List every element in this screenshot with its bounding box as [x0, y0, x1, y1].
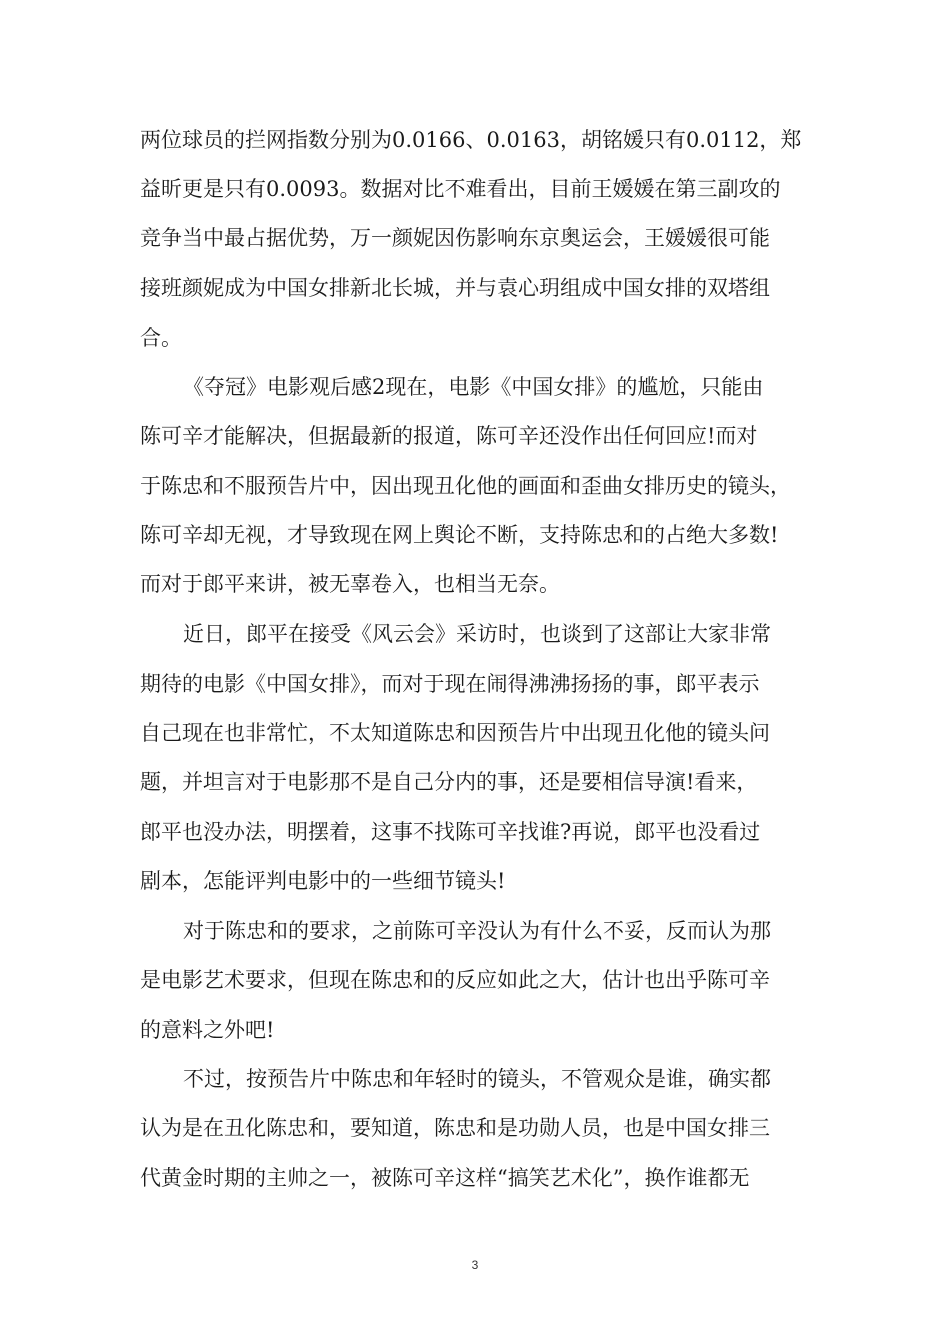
text-line: 剧本，怎能评判电影中的一些细节镜头! — [140, 869, 506, 893]
text-line: 近日，郎平在接受《风云会》采访时，也谈到了这部让大家非常 — [183, 622, 771, 646]
text-line: 是电影艺术要求，但现在陈忠和的反应如此之大，估计也出乎陈可辛 — [140, 968, 770, 992]
text-line: 期待的电影《中国女排》，而对于现在闹得沸沸扬扬的事，郎平表示 — [140, 672, 760, 696]
text-line: 代黄金时期的主帅之一，被陈可辛这样“搞笑艺术化”，换作谁都无 — [140, 1166, 750, 1190]
text-line: 认为是在丑化陈忠和，要知道，陈忠和是功勋人员，也是中国女排三 — [140, 1116, 770, 1140]
text-line: 合。 — [140, 326, 182, 350]
text-line: 于陈忠和不服预告片中，因出现丑化他的画面和歪曲女排历史的镜头， — [140, 474, 791, 498]
text-line: 两位球员的拦网指数分别为0.0166、0.0163，胡铭媛只有0.0112，郑 — [140, 128, 802, 152]
text-line: 而对于郎平来讲，被无辜卷入，也相当无奈。 — [140, 572, 560, 596]
text-line: 《夺冠》电影观后感2现在，电影《中国女排》的尴尬，只能由 — [183, 375, 764, 399]
text-line: 题，并坦言对于电影那不是自己分内的事，还是要相信导演!看来， — [140, 770, 758, 794]
text-line: 对于陈忠和的要求，之前陈可辛没认为有什么不妥，反而认为那 — [183, 919, 771, 943]
page-number: 3 — [471, 1258, 479, 1272]
text-line: 的意料之外吧! — [140, 1018, 275, 1042]
text-line: 益昕更是只有0.0093。数据对比不难看出，目前王媛媛在第三副攻的 — [140, 177, 781, 201]
text-line: 竞争当中最占据优势，万一颜妮因伤影响东京奥运会，王媛媛很可能 — [140, 226, 770, 250]
text-line: 不过，按预告片中陈忠和年轻时的镜头，不管观众是谁，确实都 — [183, 1067, 771, 1091]
text-line: 自己现在也非常忙，不太知道陈忠和因预告片中出现丑化他的镜头问 — [140, 721, 770, 745]
text-line: 郎平也没办法，明摆着，这事不找陈可辛找谁?再说，郎平也没看过 — [140, 820, 761, 844]
text-line: 陈可辛却无视，才导致现在网上舆论不断，支持陈忠和的占绝大多数! — [140, 523, 779, 547]
text-line: 接班颜妮成为中国女排新北长城，并与袁心玥组成中国女排的双塔组 — [140, 276, 770, 300]
text-line: 陈可辛才能解决，但据最新的报道，陈可辛还没作出任何回应!而对 — [140, 424, 758, 448]
